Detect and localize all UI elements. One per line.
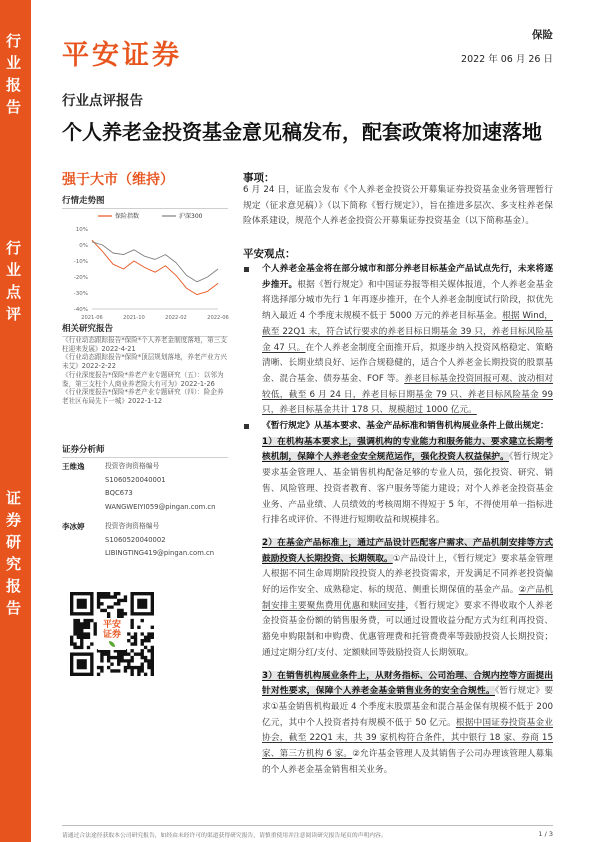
analyst-name: 李冰婷 <box>62 522 85 531</box>
qr-finder-top-left <box>70 592 94 616</box>
sub-point <box>262 435 553 529</box>
event-heading: 事项： <box>243 172 275 184</box>
sub-point-text: 《暂行规定》要求基金管理人、基金销售机构配备足够的专业人员，强化投资、研究、销售、风险管理、投资者教育、客户服务等能力建设；对个人养老金投资基金业务、产品业绩、人员绩效的考核周期不得短于 5 年，不得使用单一指标进行排名或评价、不得进行短期收益和规模排名。 <box>262 452 554 526</box>
legend-label: 保险指数 <box>115 213 140 220</box>
analyst-card <box>62 520 232 562</box>
report-type: 行业点评报告 <box>62 93 143 109</box>
analyst-card <box>62 460 232 516</box>
series-line-1 <box>92 240 218 294</box>
x-tick-label: 2022-06 <box>207 315 229 321</box>
analysts-heading: 证券分析师 <box>62 443 228 458</box>
trend-chart <box>58 207 230 323</box>
event-body: 6 月 24 日，证监会发布《个人养老金投资公开募集证券投资基金业务管理暂行规定（征求意见稿）》（以下简称《暂行规定》），旨在推进多层次、多支柱养老保险体系建设，规范个人养老金投资公开募集证券投资基金（以下简称基金）。 <box>243 185 553 227</box>
page-number: 1 / 3 <box>538 830 553 838</box>
point-lead: 个人养老金基金将在部分城市和部分养老目标基金产品试点先行，未来将逐步推开。 <box>262 264 553 290</box>
legend-label: 沪深300 <box>179 213 203 220</box>
point-highlight: 养老目标基金投资回报可观、波动相对较低，截至 6 月 24 日，养老目标日期基金 79 只、养老目标风险基金 99 只，养老目标基金共计 178 只、规模超过 1000 亿元。 <box>262 373 554 416</box>
view-point <box>243 262 553 419</box>
related-report-item[interactable]: 《行业动态跟踪报告*保险*顶层规划落地，养老产业方兴未艾》2022-2-22 <box>62 353 227 371</box>
related-report-item[interactable]: 《行业动态跟踪报告*保险*个人养老金制度落地，第三支柱迎来发展》2022-4-21 <box>62 336 227 353</box>
sub-point <box>262 669 553 779</box>
analyst-info <box>105 460 232 515</box>
footer-divider <box>62 825 553 826</box>
sub-point-highlight: 根据中国证券投资基金业协会，截至 22Q1 末，共 39 家机构符合条件，其中银行 18 家、券商 15 家、第三方机构 6 家。 <box>262 717 554 760</box>
rating-label: 强于大市（维持） <box>62 172 174 188</box>
sub-point-highlight: ②产品机制安排主要聚焦费用优惠和赎回安排 <box>262 585 553 611</box>
view-point-lead <box>262 419 553 435</box>
point-highlight: 根据 Wind，截至 22Q1 末，符合试行要求的养老目标日期基金 39 只，养老目标风险基金 47 只。 <box>262 311 553 353</box>
x-tick-label: 2021-10 <box>123 315 145 321</box>
y-tick-label: 0% <box>79 243 88 249</box>
related-report-item[interactable]: 《行业深度报告*保险*养老产业专题研究（四）：险企养老社区布局先下一城》2022-1-12 <box>62 388 224 405</box>
analyst-license-number: S1060520040001 <box>105 475 166 484</box>
sidebar-label-industry-report: 行业报告 <box>4 33 22 121</box>
trend-chart-heading: 行情走势图 <box>62 194 228 209</box>
qr-center-logo <box>98 618 126 650</box>
analyst-info <box>105 520 232 561</box>
sub-point-text: ，《暂行规定》要求不得收取个人养老金投资基金份额的销售服务费，可以通过设置收益分配方式为红利再投资、豁免申购限制和申购费、优惠管理费和托管费费率等鼓励投资人长期投资；通过定期分红/支付、定额赎回等鼓励投资人长期领取。 <box>262 600 553 658</box>
sidebar-label-securities-research: 证券研究报告 <box>4 490 22 622</box>
brand-logo: 平安证券 <box>62 40 182 71</box>
sub-point-text: ②允许基金管理人及其销售子公司办理该管理人募集的个人养老金基金销售相关业务。 <box>262 749 553 775</box>
y-tick-label: 10% <box>75 227 88 233</box>
analyst-license-label: 投资咨询资格编号 <box>105 462 160 470</box>
x-tick-label: 2021-06 <box>81 315 103 321</box>
footer-disclaimer: 请通过合法途径获取本公司研究报告，如经由未经许可的渠道获得研究报告，请慎重使用并注意阅读研究报告尾页的声明内容。 <box>62 833 387 839</box>
analyst-license-number: S1060520040002 <box>105 535 166 544</box>
related-reports-heading: 相关研究报告 <box>62 322 228 337</box>
view-point-text <box>262 262 553 419</box>
views-heading: 平安观点： <box>243 248 296 260</box>
analyst-license-label: 投资咨询资格编号 <box>105 522 160 530</box>
analyst-email[interactable]: LIBINGTING419@pingan.com.cn <box>105 549 215 558</box>
qr-finder-top-right <box>130 592 154 616</box>
report-date: 2022 年 06 月 26 日 <box>461 54 553 65</box>
y-tick-label: -30% <box>73 291 88 297</box>
related-report-item[interactable]: 《行业深度报告*保险*养老产业专题研究（五）：以邻为鉴，第三支柱个人商业养老险大有可为》2022-1-26 <box>62 370 224 388</box>
view-point <box>243 419 553 778</box>
sub-point <box>262 536 553 662</box>
sidebar-label-industry-review: 行业点评 <box>4 240 22 328</box>
square-bullet-icon <box>244 267 249 272</box>
analyst-code: BQC673 <box>105 489 133 498</box>
sub-point-text: ①产品设计上，《暂行规定》要求基金管理人根据不同生命周期阶段投资人的养老投资需求，开发满足不同养老投资偏好的运作安全、成熟稳定、标的规范、侧重长期保值的基金产品。 <box>262 553 553 596</box>
analyst-name: 王维逸 <box>62 462 85 471</box>
sector-label: 保险 <box>532 29 553 41</box>
sub-point-lead: 3）在销售机构展业条件上，从财务指标、公司治理、合规内控等方面提出针对性要求，保障个人养老金基金销售业务的安全合规性。 <box>262 670 553 697</box>
views-list <box>243 262 553 786</box>
point-lead: 《暂行规定》从基本要求、基金产品标准和销售机构展业条件上做出规定： <box>262 421 549 432</box>
sub-point-text: 《暂行规定》要求①基金销售机构最近 4 个季度末股票基金和混合基金保有规模不低于 200 亿元，其中个人投资者持有规模不低于 50 亿元。 <box>262 686 554 728</box>
qr-logo-text: 平安证券 <box>102 620 121 640</box>
page-title: 个人养老金投资基金意见稿发布，配套政策将加速落地 <box>62 120 542 144</box>
square-bullet-icon <box>244 424 249 429</box>
sidebar-strip <box>0 0 31 842</box>
y-tick-label: -40% <box>73 307 88 313</box>
y-tick-label: -20% <box>73 275 88 281</box>
point-text: 在个人养老金制度全面推开后，拟逐步纳入投资风格稳定、策略清晰、长期业绩良好、运作合规稳健的，适合个人养老金长期投资的股票基金、混合基金、债券基金、FOF 等。 <box>262 342 554 384</box>
qr-finder-bottom-left <box>70 652 94 676</box>
sub-point-lead: 2）在基金产品标准上，通过产品设计匹配客户需求、产品机制安排等方式鼓励投资人长期投资、长期领取。 <box>262 537 553 564</box>
related-reports-list <box>62 336 228 406</box>
sub-point-lead: 1）在机构基本要求上，强调机构的专业能力和服务能力、要求建立长期考核机制，保障个人养老金安全规范运作，强化投资人权益保护。 <box>262 436 553 463</box>
y-tick-label: -10% <box>73 259 88 265</box>
x-tick-label: 2022-02 <box>165 315 187 321</box>
point-text: 根据《暂行规定》和中国证券报等相关媒体报道，个人养老金基金将选择部分城市先行 1 年再逐步推开，在个人养老金制度试行阶段，拟优先纳入最近 4 个季度末规模不低于 5000 万元的养老目标基金。 <box>262 279 554 322</box>
analyst-email[interactable]: WANGWEIYI059@pingan.com.cn <box>105 503 216 512</box>
leaf-icon <box>109 641 115 647</box>
qr-code[interactable] <box>70 592 154 676</box>
